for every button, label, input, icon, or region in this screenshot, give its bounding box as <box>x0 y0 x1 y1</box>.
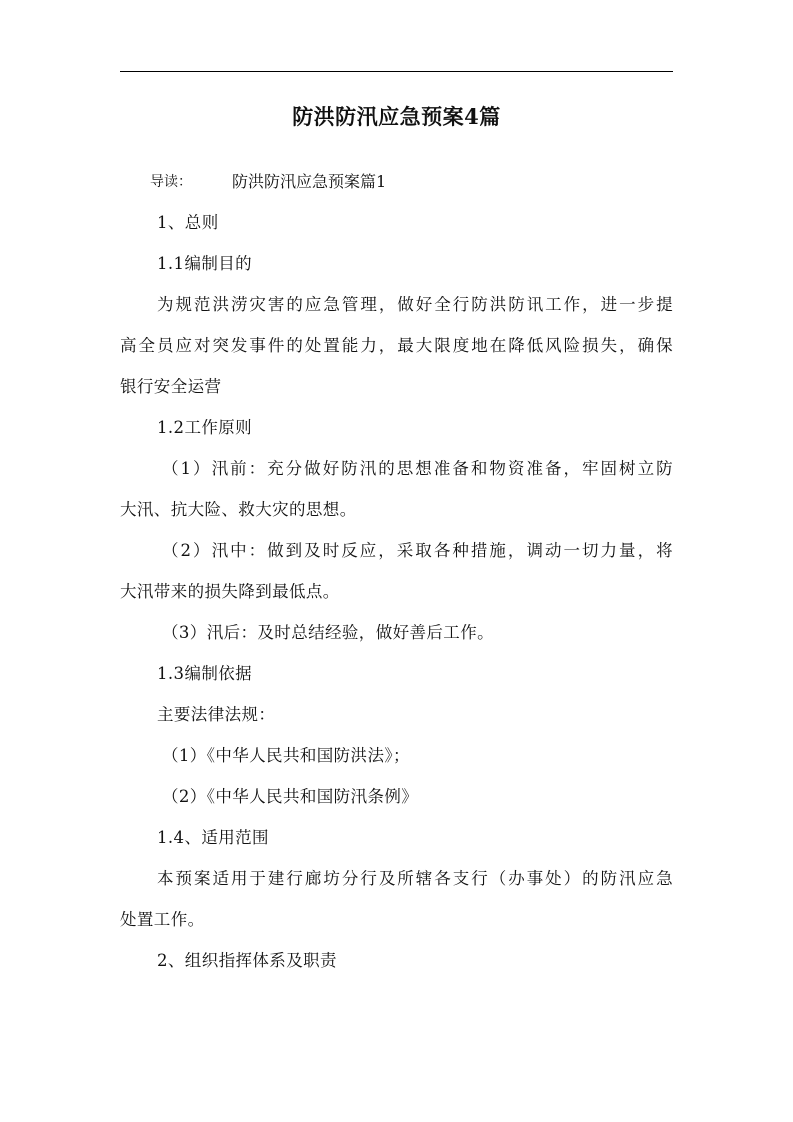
subsection-heading-basis: 1.3编制依据 <box>157 664 253 683</box>
subsection-heading-scope: 1.4、适用范围 <box>157 828 269 847</box>
paragraph-line: （3）汛后：及时总结经验，做好善后工作。 <box>162 623 494 642</box>
paragraph-line: 大汛、抗大险、救大灾的思想。 <box>120 500 357 519</box>
paragraph-line: 主要法律法规： <box>157 705 276 724</box>
intro-text: 防洪防汛应急预案篇1 <box>232 172 387 191</box>
section-heading-organization: 2、组织指挥体系及职责 <box>157 951 337 970</box>
list-item-law: （2）《中华人民共和国防汛条例》 <box>162 787 419 806</box>
paragraph-line: 高全员应对突发事件的处置能力，最大限度地在降低风险损失，确保 <box>120 336 673 355</box>
document-body <box>120 202 673 981</box>
intro-line <box>120 168 673 196</box>
section-heading-general: 1、总则 <box>157 213 219 232</box>
paragraph-line: （2）汛中：做到及时反应，采取各种措施，调动一切力量，将 <box>162 541 673 560</box>
intro-label: 导读： <box>150 174 192 190</box>
list-item-law: （1）《中华人民共和国防洪法》； <box>162 746 410 765</box>
subsection-heading-principles: 1.2工作原则 <box>157 418 253 437</box>
subsection-heading-purpose: 1.1编制目的 <box>157 254 253 273</box>
document-title: 防洪防汛应急预案4篇 <box>292 104 501 129</box>
paragraph-line: 本预案适用于建行廊坊分行及所辖各支行（办事处）的防汛应急 <box>157 869 673 888</box>
paragraph-line: 银行安全运营 <box>120 377 222 396</box>
paragraph-line: （1）汛前：充分做好防汛的思想准备和物资准备，牢固树立防 <box>162 459 673 478</box>
paragraph-line: 为规范洪涝灾害的应急管理，做好全行防洪防讯工作，进一步提 <box>157 295 673 314</box>
paragraph-line: 处置工作。 <box>120 910 205 929</box>
header-rule <box>120 71 673 72</box>
paragraph-line: 大汛带来的损失降到最低点。 <box>120 582 340 601</box>
